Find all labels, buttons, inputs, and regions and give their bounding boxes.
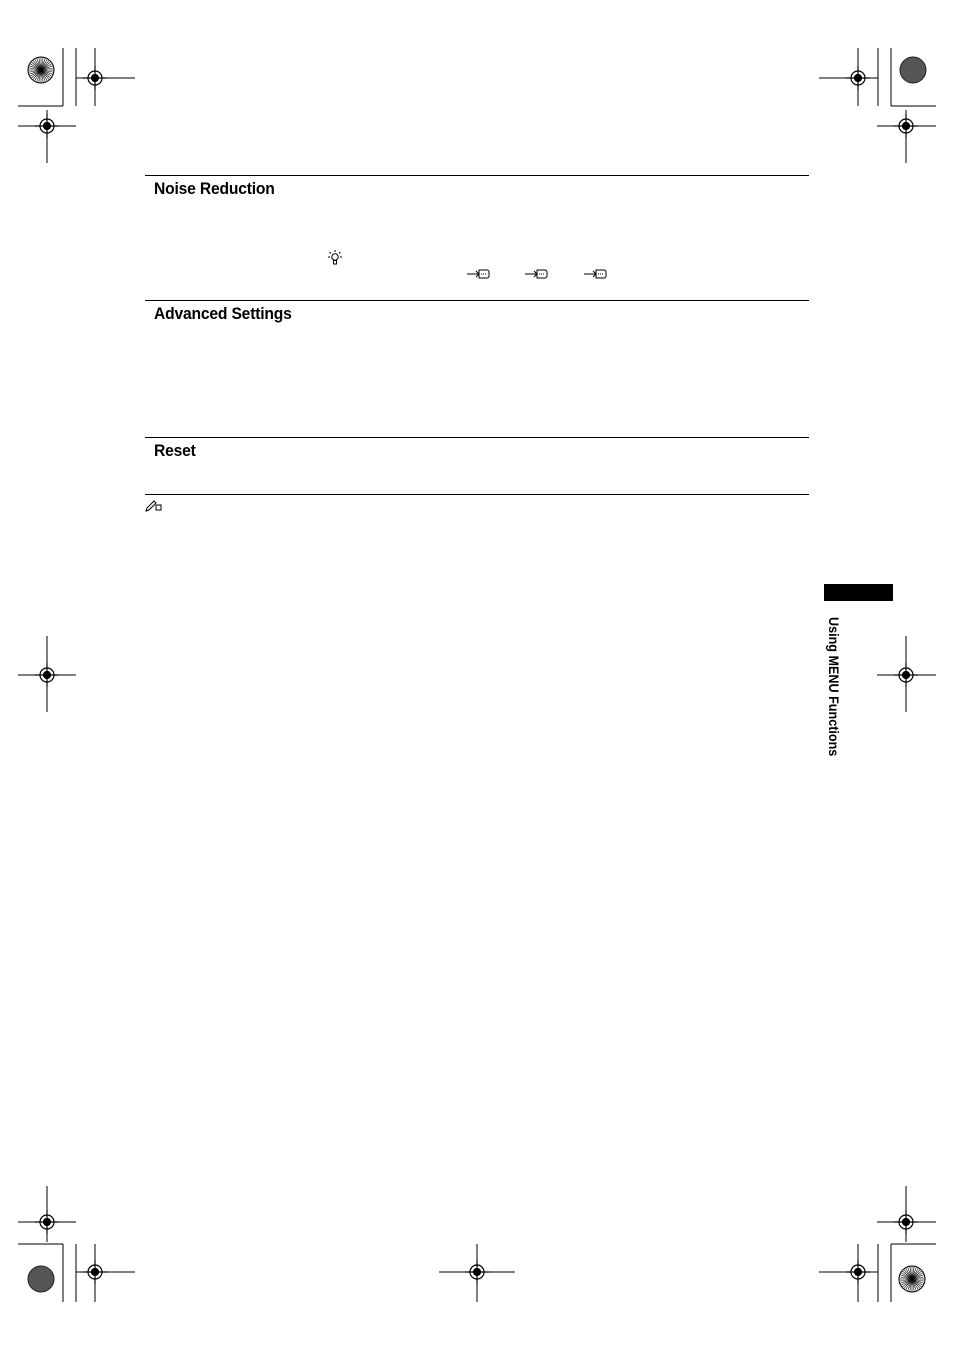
heading-advanced-settings: Advanced Settings [154, 304, 292, 323]
side-tab-marker [824, 584, 893, 601]
side-tab-label: Using MENU Functions [826, 617, 842, 757]
starburst-disc-icon [28, 57, 54, 83]
section-rule-bottom [145, 494, 809, 495]
starburst-disc-icon [899, 1266, 925, 1292]
registration-target-icon [894, 1210, 918, 1234]
registration-targets [35, 66, 918, 1284]
section-rule [145, 437, 809, 438]
input-arrow-icon [466, 268, 490, 280]
gray-disc-icon [900, 57, 926, 83]
registration-target-icon [35, 114, 59, 138]
registration-target-icon [894, 114, 918, 138]
registration-target-icon [35, 1210, 59, 1234]
registration-target-icon [894, 663, 918, 687]
section-rule [145, 300, 809, 301]
registration-target-icon [465, 1260, 489, 1284]
pencil-note-icon [145, 500, 163, 512]
heading-noise-reduction: Noise Reduction [154, 179, 275, 198]
gray-disc-icon [28, 1266, 54, 1292]
lightbulb-icon [327, 249, 343, 266]
color-discs [28, 57, 926, 1292]
registration-target-icon [83, 1260, 107, 1284]
heading-reset: Reset [154, 441, 196, 460]
registration-target-icon [83, 66, 107, 90]
registration-target-icon [846, 66, 870, 90]
section-rule-top [145, 175, 809, 176]
registration-target-icon [846, 1260, 870, 1284]
input-arrow-icon [524, 268, 548, 280]
input-arrow-icon [583, 268, 607, 280]
registration-target-icon [35, 663, 59, 687]
